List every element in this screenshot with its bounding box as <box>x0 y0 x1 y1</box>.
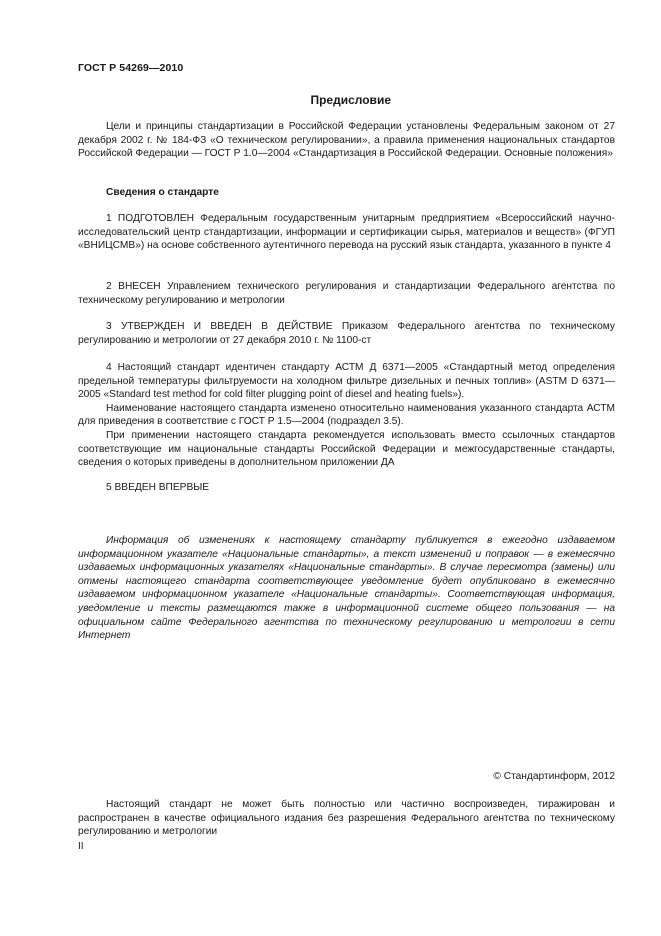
item-1-text: 1 ПОДГОТОВЛЕН Федеральным государственным унитарным предприятием «Всероссийский научно-исследовательский центр стандартизации, информации и сертификации сырья, материалов и веществ» (ФГУП «ВНИЦСМВ») на основе собственного аутентичного перевода на русский язык стандарта, указанного в пункте 4 <box>78 213 615 252</box>
item-1 <box>78 212 615 253</box>
item-2 <box>78 280 615 307</box>
item-3 <box>78 320 615 347</box>
notice-text: Информация об изменениях к настоящему стандарту публикуется в ежегодно издаваемом информационном указателе «Национальные стандарты», а текст изменений и поправок — в ежемесячно издаваемых информационных указателях «Национальные стандарты». В случае пересмотра (замены) или отмены настоящего стандарта соответствующее уведомление будет опубликовано в ежемесячно издаваемом информационном указателе «Национальные стандарты». Соответствующая информация, уведомление и тексты размещаются также в информационной системе общего пользования — на официальном сайте Федерального агентства по техническому регулированию и метрологии в сети Интернет <box>78 535 615 642</box>
intro-text: Цели и принципы стандартизации в Российской Федерации установлены Федеральным законом от 27 декабря 2002 г. № 184-ФЗ «О техническом регулировании», а правила применения национальных стандартов Российской Федерации — ГОСТ Р 1.0—2004 «Стандартизация в Российской Федерации. Основные положения» <box>78 121 615 160</box>
item-2-text: 2 ВНЕСЕН Управлением технического регулирования и стандартизации Федерального агентства по техническому регулированию и метрологии <box>78 281 615 306</box>
copyright-line: © Стандартинформ, 2012 <box>493 771 615 782</box>
page-number: II <box>78 841 84 852</box>
intro-paragraph <box>78 120 615 161</box>
reproduction-notice <box>78 798 615 839</box>
page-title: Предисловие <box>310 93 391 107</box>
item-4-text: 4 Настоящий стандарт идентичен стандарту АСТМ Д 6371—2005 «Стандартный метод определения предельной температуры фильтруемости на холодном фильтре дизельных и печных топлив» (ASTM D 6371—2005 «Standard test method for cold filter plugging point of diesel and heating fuels»). <box>78 362 615 401</box>
item-5 <box>78 481 615 495</box>
item-4-name-change: Наименование настоящего стандарта изменено относительно наименования указанного стандарта АСТМ для приведения в соответствие с ГОСТ Р 1.5—2004 (подраздел 3.5). <box>78 402 615 428</box>
standard-info-heading: Сведения о стандарте <box>106 187 219 198</box>
item-3-text: 3 УТВЕРЖДЕН И ВВЕДЕН В ДЕЙСТВИЕ Приказом Федерального агентства по техническому регулированию и метрологии от 27 декабря 2010 г. № 1100-ст <box>78 321 615 346</box>
reproduction-text: Настоящий стандарт не может быть полностью или частично воспроизведен, тиражирован и распространен в качестве официального издания без разрешения Федерального агентства по техническому регулированию и метрологии <box>78 799 615 838</box>
item-4 <box>78 361 615 470</box>
item-4-references: При применении настоящего стандарта рекомендуется использовать вместо ссылочных стандартов соответствующие им национальные стандарты Российской Федерации и межгосударственные стандарты, сведения о которых приведены в дополнительном приложении ДА <box>78 429 615 469</box>
notice-paragraph <box>78 534 615 643</box>
item-5-text: 5 ВВЕДЕН ВПЕРВЫЕ <box>106 482 210 493</box>
standard-code: ГОСТ Р 54269—2010 <box>78 62 184 74</box>
